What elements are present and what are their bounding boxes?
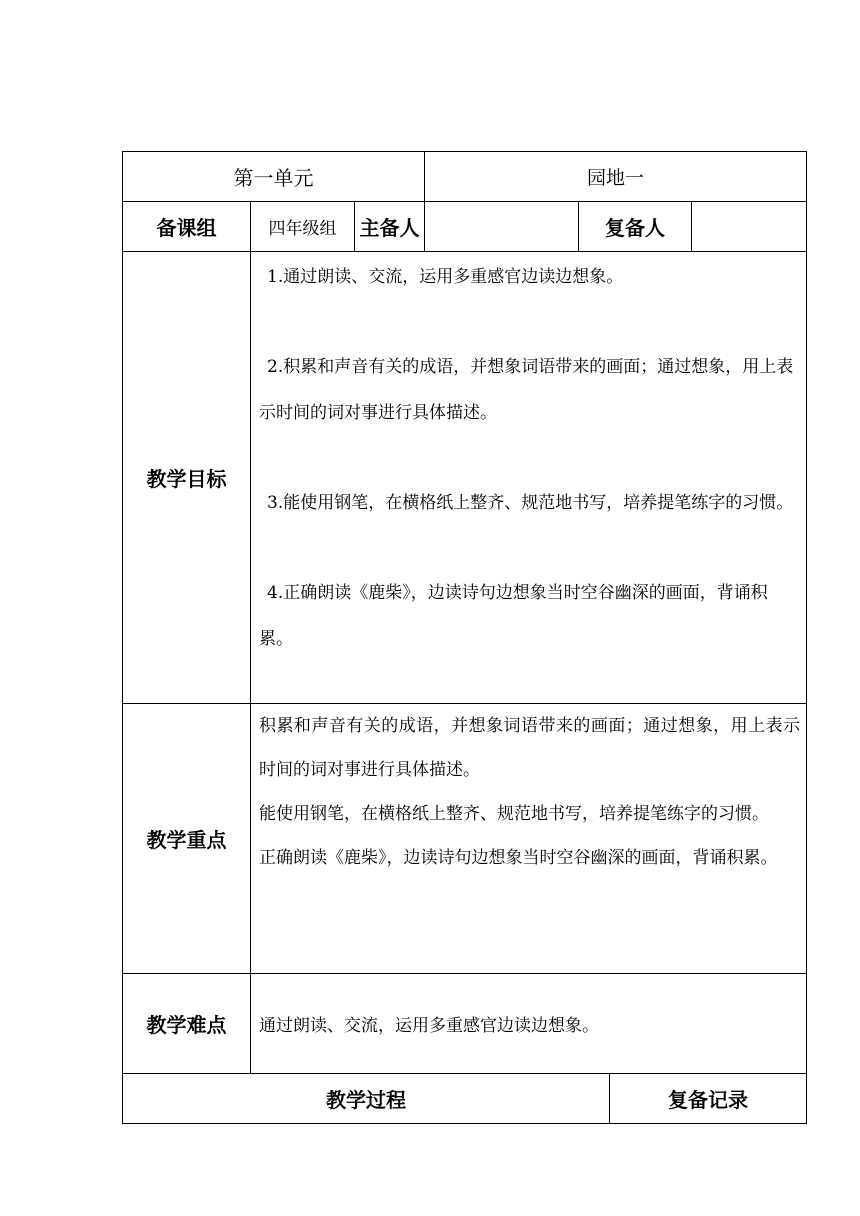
goal-item-1: 1.通过朗读、交流，运用多重感官边读边想象。 [267, 267, 624, 287]
goals-content [251, 252, 807, 704]
unit-title: 第一单元 [123, 152, 425, 202]
difficulty-row [123, 974, 807, 1074]
lesson-plan-table [122, 151, 807, 1124]
focus-label: 教学重点 [123, 704, 251, 974]
footer-row [123, 1074, 807, 1124]
review-value [692, 202, 807, 252]
difficulty-label: 教学难点 [123, 974, 251, 1074]
focus-item-1: 积累和声音有关的成语，并想象词语带来的画面；通过想象，用上表示时间的词对事进行具体描述。 [259, 716, 801, 780]
lead-label: 主备人 [355, 202, 425, 252]
review-label: 复备人 [579, 202, 692, 252]
header-row [123, 152, 807, 202]
lesson-title: 园地一 [425, 152, 807, 202]
focus-content [251, 704, 807, 974]
meta-row [123, 202, 807, 252]
difficulty-content: 通过朗读、交流，运用多重感官边读边想象。 [251, 974, 807, 1074]
focus-item-2: 能使用钢笔，在横格纸上整齐、规范地书写，培养提笔练字的习惯。 [259, 804, 769, 824]
goals-row [123, 252, 807, 704]
goal-item-3: 3.能使用钢笔，在横格纸上整齐、规范地书写，培养提笔练字的习惯。 [267, 493, 794, 513]
group-value: 四年级组 [251, 202, 355, 252]
goal-item-4: 4.正确朗读《鹿柴》，边读诗句边想象当时空谷幽深的画面，背诵积累。 [259, 583, 768, 649]
lead-value [425, 202, 579, 252]
focus-row [123, 704, 807, 974]
group-label: 备课组 [123, 202, 251, 252]
goals-label: 教学目标 [123, 252, 251, 704]
review-record-label: 复备记录 [610, 1074, 807, 1124]
focus-item-3: 正确朗读《鹿柴》，边读诗句边想象当时空谷幽深的画面，背诵积累。 [259, 848, 778, 868]
process-label: 教学过程 [123, 1074, 610, 1124]
goal-item-2: 2.积累和声音有关的成语，并想象词语带来的画面；通过想象，用上表示时间的词对事进行具体描述。 [259, 357, 794, 423]
